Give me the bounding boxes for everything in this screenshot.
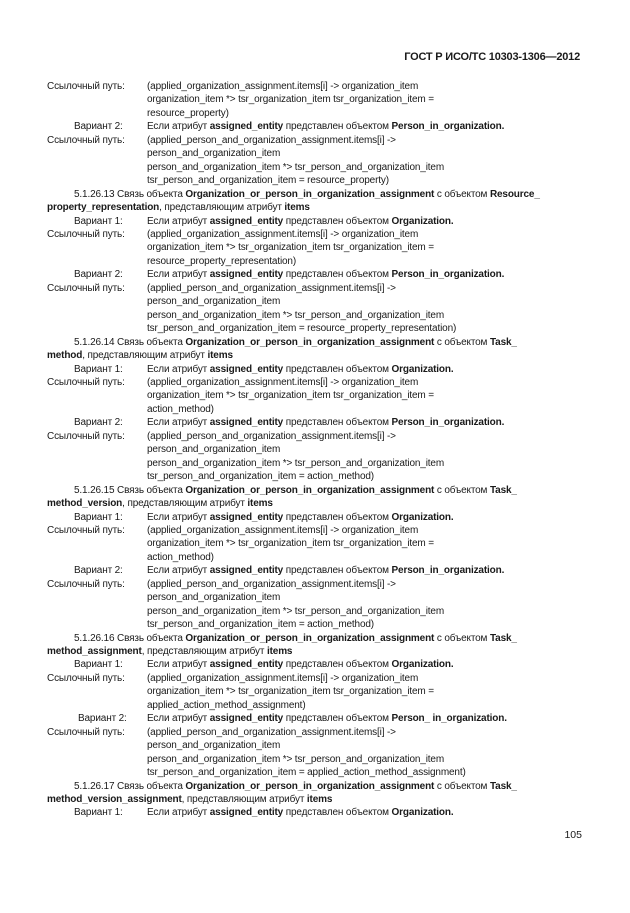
section-heading-5-1-26-17: 5.1.26.17 Связь объекта Organization_or_person_in_organization_assignment с объектом Task_ method_version_assignment, представляющим атрибут items [47,780,517,806]
path-row: Ссылочный путь: (applied_organization_assignment.items[i] -> organization_item [47,81,419,92]
section-heading-5-1-26-16: 5.1.26.16 Связь объекта Organization_or_person_in_organization_assignment с объектом Task_ method_assignment, представляющим атрибут items [47,632,517,658]
path-row: Ссылочный путь: (applied_organization_assignment.items[i] -> organization_item [47,228,419,240]
section-heading-5-1-26-13: 5.1.26.13 Связь объекта Organization_or_person_in_organization_assignment с объектом Resource_ property_representation, представляющим атрибут items [47,188,540,214]
variant-row: Вариант 2: Если атрибут assigned_entity представлен объектом Person_in_organization. [74,417,505,429]
path-row: Ссылочный путь: (applied_person_and_organization_assignment.items[i] -> [47,726,396,738]
variant-row: Вариант 1: Если атрибут assigned_entity представлен объектом Organization. [74,511,454,523]
path-row: Ссылочный путь: (applied_person_and_organization_assignment.items[i] -> [47,134,396,146]
document-header: ГОСТ Р ИСО/ТС 10303-1306—2012 [404,51,580,63]
path-row: Ссылочный путь: (applied_organization_assignment.items[i] -> organization_item [47,376,419,388]
path-row: Ссылочный путь: (applied_organization_assignment.items[i] -> organization_item [47,672,419,684]
path-row: Ссылочный путь: (applied_organization_assignment.items[i] -> organization_item [47,524,419,536]
path-row: Ссылочный путь: (applied_person_and_organization_assignment.items[i] -> [47,282,396,294]
path-row: Ссылочный путь: (applied_person_and_organization_assignment.items[i] -> [47,578,396,590]
variant-row: Вариант 2: Если атрибут assigned_entity представлен объектом Person_in_organization. [74,565,505,577]
variant-row: Вариант 1: Если атрибут assigned_entity представлен объектом Organization. [74,215,454,227]
variant-label: Вариант 2: [74,121,123,133]
variant-row: Вариант 1: Если атрибут assigned_entity представлен объектом Organization. [74,807,454,819]
variant-row: Вариант 2: Если атрибут assigned_entity представлен объектом Person_in_organization. [74,269,505,281]
path-row: Ссылочный путь: (applied_person_and_organization_assignment.items[i] -> [47,430,396,442]
path-label: Ссылочный путь: [47,81,125,92]
variant-row: Вариант 1: Если атрибут assigned_entity представлен объектом Organization. [74,659,454,671]
section-heading-5-1-26-15: 5.1.26.15 Связь объекта Organization_or_person_in_organization_assignment с объектом Task_ method_version, представляющим атрибут items [47,484,517,510]
variant-row: Вариант 2: Если атрибут assigned_entity представлен объектом Person_in_organization. [47,120,583,133]
page-number: 105 [564,829,582,841]
variant-row: Вариант 1: Если атрибут assigned_entity представлен объектом Organization. [74,363,454,375]
section-heading-5-1-26-14: 5.1.26.14 Связь объекта Organization_or_person_in_organization_assignment с объектом Task_ method, представляющим атрибут items [47,336,517,362]
document-body: Ссылочный путь: (applied_organization_assignment.items[i] -> organization_item organization_item *> tsr_organization_item tsr_organization_item = resource_property) Вариант 2: Если атрибут assigned_entity представлен объектом Person_in_organization. Ссылочный путь: (applied_person_and_organization_assignment.items[i] -> person_and_organization_item person_and_organization_item *> tsr_person_and_organization_item tsr_person_and_organization_item = resource_property) 5.1.26.13 Связь объекта Organization_or_person_in_organization_assignment с объектом Resource_ property_representation, представляющим атрибут items Вариант 1: Если атрибут assigned_entity представлен объектом Organization. Ссылочный путь: (applied_organization_assignment.items[i] -> organization_item organization_item *> tsr_organization_item tsr_organization_item = resource_property_representation) Вариант 2: Если атрибут assigned_entity представлен объектом Person_in_organization. Ссылочный путь: (applied_person_and_organization_assignment.items[i] -> person_and_organization_item person_and_organization_item *> tsr_person_and_organization_item tsr_person_and_organization_item = resource_property_representation) 5.1.26.14 Связь объекта Organization_or_person_in_organization_assignment с объектом Task_ method, представляющим атрибут items Вариант 1: Если атрибут assigned_entity представлен объектом Organization. Ссылочный путь: (applied_organization_assignment.items[i] -> organization_item organization_item *> tsr_organization_item tsr_organization_item = action_method) Вариант 2: Если атрибут assigned_entity представлен объектом Person_in_organization. Ссылочный путь: (applied_person_and_organization_assignment.items[i] -> person_and_organization_item person_and_organization_item *> tsr_person_and_organization_item tsr_person_and_organization_item = action_method) 5.1.26.15 Связь объекта Organization_or_person_in_organization_assignment с объектом Task_ method_version, представляющим атрибут items Вариант 1: Если атрибут assigned_entity представлен объектом Organization. Ссылочный путь: (applied_organization_assignment.items[i] -> organization_item organization_item *> tsr_organization_item tsr_organization_item = action_method) Вариант 2: Если атрибут assigned_entity представлен объектом Person_in_organization. Ссылочный путь: (applied_person_and_organization_assignment.items[i] -> person_and_organization_item person_and_organization_item *> tsr_person_and_organization_item tsr_person_and_organization_item = action_method) 5.1.26.16 Связь объекта Organization_or_person_in_organization_assignment с объектом Task_ method_assignment, представляющим атрибут items Вариант 1: Если атрибут assigned_entity представлен объектом Organization. Ссылочный путь: (applied_organization_assignment.items[i] -> organization_item organization_item *> tsr_organization_item tsr_organization_item = applied_action_method_assignment) Вариант 2: Если атрибут assigned_entity представлен объектом Person_ in_organization. Ссылочный путь: (applied_person_and_organization_assignment.items[i] -> person_and_organization_item person_and_organization_item *> tsr_person_and_organization_item tsr_person_and_organization_item = applied_action_method_assignment) 5.1.26.17 Связь объекта Organization_or_person_in_organization_assignment с объектом Task_ method_version_assignment, представляющим атрибут items Вариант 1: Если атрибут assigned_entity представлен объектом Organization. [47,80,583,820]
variant-row: Вариант 2: Если атрибут assigned_entity представлен объектом Person_ in_organization. [78,713,507,725]
